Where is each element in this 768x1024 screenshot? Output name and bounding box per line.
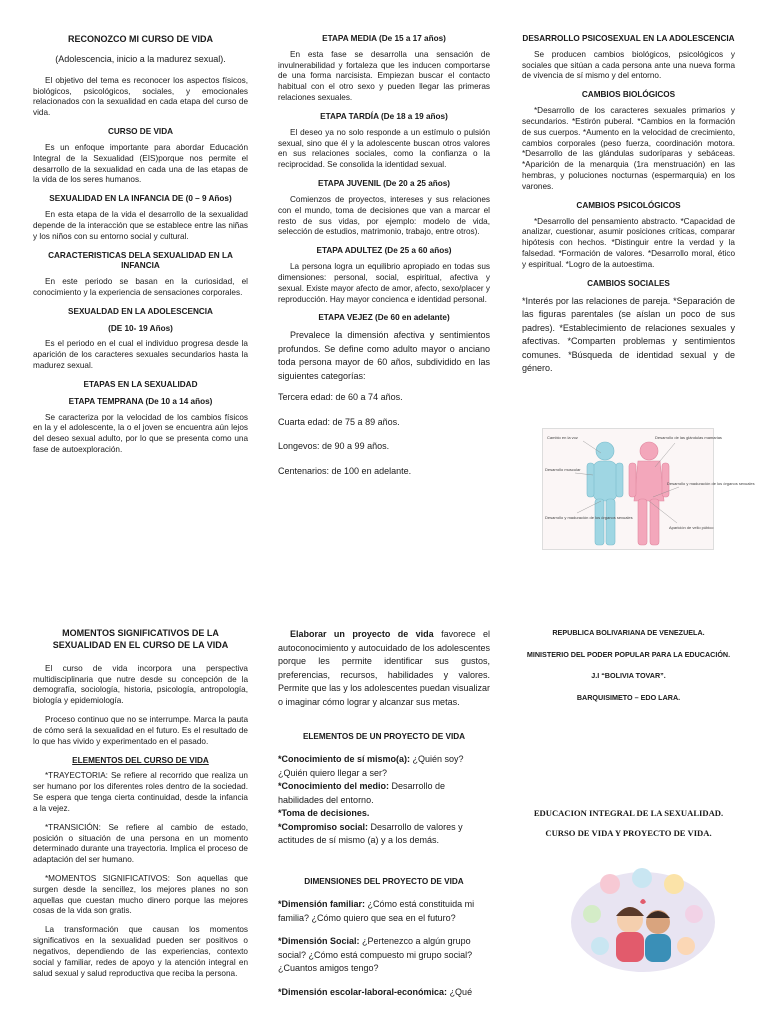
dimension-2-text: ¿Pertenezco a algún grupo social? ¿Cómo está compuesto mi grupo social? ¿Cuantos amigos tengo? (278, 936, 473, 974)
etapa-media-paragraph: En esta fase se desarrolla una sensación de invulnerabilidad y fortaleza que les inducen comportarse de una forma narcisista. Empiezan buscar el contacto habitual con el otro sexo y pueden llegar las primeras relaciones sexuales. (278, 49, 490, 103)
momentos-paragraph-1: El curso de vida incorpora una perspectiva multidisciplinaria que nutre desde su concepción de la demografía, sociología, historia, psicología, antropología, biología y epidemiología. (33, 663, 248, 706)
column-1-bottom (33, 628, 248, 987)
heading-elementos-proyecto: ELEMENTOS DE UN PROYECTO DE VIDA (302, 732, 466, 741)
header-institucion: J.I “BOLIVIA TOVAR”. (591, 671, 666, 680)
dimension-1-text: ¿Cómo está constituida mi familia? ¿Cómo quiero que sea en el futuro? (278, 899, 475, 923)
column-3-top (522, 34, 735, 384)
heading-adolescencia-range: (DE 10- 19 Años) (108, 323, 173, 333)
etapa-tardia-paragraph: El deseo ya no solo responde a un estímulo o pulsión sexual, sino que él y la adolescente buscan otros valores en sus relaciones sociales, como la confianza o la reciprocidad. Se consolida la identidad sexual. (278, 127, 490, 170)
desarrollo-intro: Se producen cambios biológicos, psicológicos y sociales que sitúan a cada persona ante una nueva forma de vivencia de sí mismo y del entorno. (522, 49, 735, 81)
caracteristicas-paragraph: En este periodo se basan en la curiosidad, el conocimiento y la experiencia de sensaciones corporales. (33, 277, 248, 297)
header-ministerio: MINISTERIO DEL PODER POPULAR PARA LA EDUCACIÓN. (526, 649, 731, 659)
dimension-1-label: *Dimensión familiar: (278, 899, 366, 910)
etapa-adultez-paragraph: La persona logra un equilibrio apropiado en todas sus dimensiones: personal, social, espiritual, afectiva y sexual. Existe mayor afecto de amor, afecto, sexo/placer y reproducción. Hay mayor concienca e identidad personal. (278, 262, 490, 304)
heading-desarrollo-psicosexual: DESARROLLO PSICOSEXUAL EN LA ADOLESCENCIA (522, 34, 735, 43)
heading-etapa-juvenil: ETAPA JUVENIL (De 20 a 25 años) (317, 179, 451, 189)
heading-etapa-media: ETAPA MEDIA (De 15 a 17 años) (322, 34, 446, 43)
heading-etapa-adultez: ETAPA ADULTEZ (De 25 a 60 años) (316, 246, 452, 256)
label-glandulas-mamarias: Desarrollo de las glándulas mamarias (655, 435, 722, 440)
intro-paragraph: El objetivo del tema es reconocer los aspectos físicos, biológicos, psicológicos, sociales, y emocionales relacionados con la sexualidad en cada etapa del curso de vida. (33, 75, 248, 118)
heading-etapa-vejez: ETAPA VEJEZ (De 60 en adelante) (318, 313, 450, 323)
elemento-1-text: ¿Quién soy? ¿Quién quiero llegar a ser? (278, 754, 464, 778)
elemento-4-text: Desarrollo de valores y actitudes de sí mismo (a) y a los demás. (278, 821, 463, 846)
heading-caracteristicas: CARACTERISTICAS DELA SEXUALIDAD EN LA INFANCIA (48, 250, 233, 271)
transformacion-paragraph: La transformación que causan los momentos significativos en la sexualidad pueden ser positivos o negativos, dependiendo de las experiencias, contexto social y familiar, redes de apoyo y la atención integral en salud sexual y salud reproductiva que reciba la persona. (33, 925, 248, 978)
heading-cambios-biologicos: CAMBIOS BIOLÓGICOS (581, 90, 676, 100)
elemento-4-label: *Compromiso social: (278, 821, 369, 832)
cover-title-1: EDUCACION INTEGRAL DE LA SEXUALIDAD. (533, 808, 724, 818)
category-tercera-edad: Tercera edad: de 60 a 74 años. (278, 392, 403, 403)
heading-infancia: SEXUALIDAD EN LA INFANCIA DE (0 – 9 Años) (49, 194, 232, 204)
column-3-bottom (522, 628, 735, 840)
heading-elementos-curso: ELEMENTOS DEL CURSO DE VIDA (72, 755, 209, 765)
dimension-familiar (278, 898, 490, 925)
header-republica: REPUBLICA BOLIVARIANA DE VENEZUELA. (552, 628, 705, 637)
cover-title-2: CURSO DE VIDA Y PROYECTO DE VIDA. (545, 828, 712, 839)
elemento-1-label: *Conocimiento de sí mismo(a): (278, 754, 411, 765)
elemento-compromiso-social (278, 821, 490, 848)
proyecto-intro (278, 628, 490, 709)
heading-etapa-temprana: ETAPA TEMPRANA (De 10 a 14 años) (68, 396, 213, 406)
elemento-toma-decisiones (278, 807, 490, 821)
label-vello-pubico: Aparición de vello púbico (669, 525, 714, 530)
heading-cambios-sociales: CAMBIOS SOCIALES (587, 278, 670, 288)
momentos-title: MOMENTOS SIGNIFICATIVOS DE LA SEXUALIDAD EN EL CURSO DE LA VIDA (52, 628, 229, 650)
momentos-paragraph-2: Proceso continuo que no se interrumpe. Marca la pauta de cómo será la sexualidad en el futuro. Es el resultado de lo que has vivido y experimentado en el pasado. (33, 715, 248, 746)
elemento-2-label: *Conocimiento del medio: (278, 781, 390, 792)
label-organos-sexuales-boy: Desarrollo y maduración de los órganos sexuales (545, 515, 633, 520)
cover-illustration (570, 862, 716, 974)
boy-figure (587, 442, 623, 545)
etapa-vejez-paragraph: Prevalece la dimensión afectiva y sentimientos profundos. Se define como adulto mayor o anciano toda persona mayor de 60 años, subdividido en las siguientes categorías: (278, 330, 490, 381)
cambios-biologicos-paragraph: *Desarrollo de los caracteres sexuales primarios y secundarios. *Estirón puberal. *Cambios en la formación de sus cuerpos. *Aumento en la velocidad de crecimiento, cambios corporales (peso fuerza, coordinación motora. *Desarrollo de las glándulas sudoríparas y sebáceas. *Aparición de la menarquia (1ra menstruación) en las hembras, y poluciones nocturnas (espermarquia) en los varones. (522, 106, 735, 191)
brochure-subtitle: (Adolescencia, inicio a la madurez sexual). (55, 53, 226, 64)
heading-curso-de-vida: CURSO DE VIDA (107, 127, 174, 137)
column-1-top (33, 34, 248, 464)
elemento-3-label: *Toma de decisiones. (278, 808, 370, 819)
proyecto-intro-rest: favorece el autoconocimiento y autocuidado de los adolescentes porque les permite identificar sus gustos, preferencias, recursos, habilidades y valores. Permite que las y los adolescentes puedan visualizar o imaginar cómo lograr y alcanzar sus metas. (278, 629, 490, 707)
dimension-3-text: ¿Qué (447, 986, 473, 997)
cover-illustration-svg (570, 862, 716, 974)
column-2-bottom (278, 628, 490, 999)
trayectoria-paragraph: *TRAYECTORIA: Se refiere al recorrido que realiza un ser humano por los diferentes roles dentro de la sociedad. Se espera que tenga cierta continuidad, desde la infancia a la vejez. (33, 771, 248, 813)
heading-dimensiones: DIMENSIONES DEL PROYECTO DE VIDA (304, 876, 464, 886)
cambios-psicologicos-paragraph: *Desarrollo del pensamiento abstracto. *Capacidad de analizar, cuestionar, asumir posiciones críticas, comparar hipótesis con hechos. *Distinguir entre la verdad y la falsedad. *Formación de valores. *Desarrollo moral, ético y espiritual. *Logro de la autoestima. (522, 216, 735, 269)
column-2-top (278, 34, 490, 489)
transicion-paragraph: *TRANSICIÓN: Se refiere al cambio de estado, posición o situación de una persona en un momento determinado durante una trayectoria. Implica el proceso de adaptación del ser humano. (33, 822, 248, 865)
label-cambio-voz: Cambio en la voz (547, 435, 578, 440)
elemento-conocimiento-medio (278, 780, 490, 807)
header-ciudad: BARQUISIMETO – EDO LARA. (576, 692, 681, 702)
curso-de-vida-paragraph: Es un enfoque importante para abordar Educación Integral de la Sexualidad (EIS)porque nos permite el desarrollo de la sexualidad en cada una de las etapas de la vida de los seres humanos. (33, 142, 248, 185)
dimension-2-label: *Dimensión Social: (278, 936, 360, 947)
proyecto-intro-lead: Elaborar un proyecto de vida (290, 629, 434, 639)
label-organos-sexuales-girl: Desarrollo y maduración de los órganos sexuales (667, 481, 755, 486)
puberty-body-svg (543, 429, 755, 551)
category-cuarta-edad: Cuarta edad: de 75 a 89 años. (278, 416, 400, 427)
adolescencia-paragraph: Es el periodo en el cual el individuo progresa desde la aparición de los caracteres sexuales secundarios hasta la madurez sexual. (33, 339, 248, 371)
heading-adolescencia: SEXUALDAD EN LA ADOLESCENCIA (68, 306, 213, 316)
etapa-juvenil-paragraph: Comienzos de proyectos, intereses y sus relaciones con el mundo, toma de decisiones que van a marcar el resto de sus vidas, por ejemplo: modelo de vida, selección de estudios, matrimonio, trabajo, entre otros). (278, 194, 490, 237)
brochure-title: RECONOZCO MI CURSO DE VIDA (67, 34, 213, 44)
dimension-escolar (278, 986, 490, 1000)
dimension-social (278, 935, 490, 976)
category-centenarios: Centenarios: de 100 en adelante. (278, 465, 412, 476)
elemento-conocimiento-propio (278, 753, 490, 780)
dimension-3-label: *Dimensión escolar-laboral-económica: (278, 986, 448, 997)
heading-etapa-tardia: ETAPA TARDÍA (De 18 a 19 años) (320, 111, 448, 121)
elemento-2-text: Desarrollo de habilidades del entorno. (278, 781, 446, 805)
puberty-body-diagram (542, 428, 755, 550)
heading-cambios-psicologicos: CAMBIOS PSICOLÓGICOS (576, 200, 681, 210)
infancia-paragraph: En esta etapa de la vida el desarrollo de la sexualidad depende de la interacción que se establece entre las niñas y los niños con su entorno social y cultural. (33, 210, 248, 241)
category-longevos: Longevos: de 90 a 99 años. (278, 441, 390, 452)
cambios-sociales-paragraph: *Interés por las relaciones de pareja. *Separación de las figuras parentales (se aíslan un poco de sus padres). *Establecimiento de relaciones sexuales y afectivas. *Comparten problemas y sentimientos comunes. *Búsqueda de identidad sexual y de género. (522, 295, 735, 374)
etapa-temprana-paragraph: Se caracteriza por la velocidad de los cambios físicos en la y el adolescente, la o el joven se encuentra aún lejos del deseo sexual adulto, por lo que se presenta como una fase de autoexploración. (33, 412, 248, 455)
label-desarrollo-muscular: Desarrollo muscular (545, 467, 581, 472)
momentos-significativos-paragraph: *MOMENTOS SIGNIFICATIVOS: Son aquellas que surgen desde la sencillez, los mejores planes no son aquellas que cuestan mucho dinero porque las mejores cosas de la vida son gratis. (33, 874, 248, 916)
heading-etapas: ETAPAS EN LA SEXUALIDAD (83, 379, 198, 389)
